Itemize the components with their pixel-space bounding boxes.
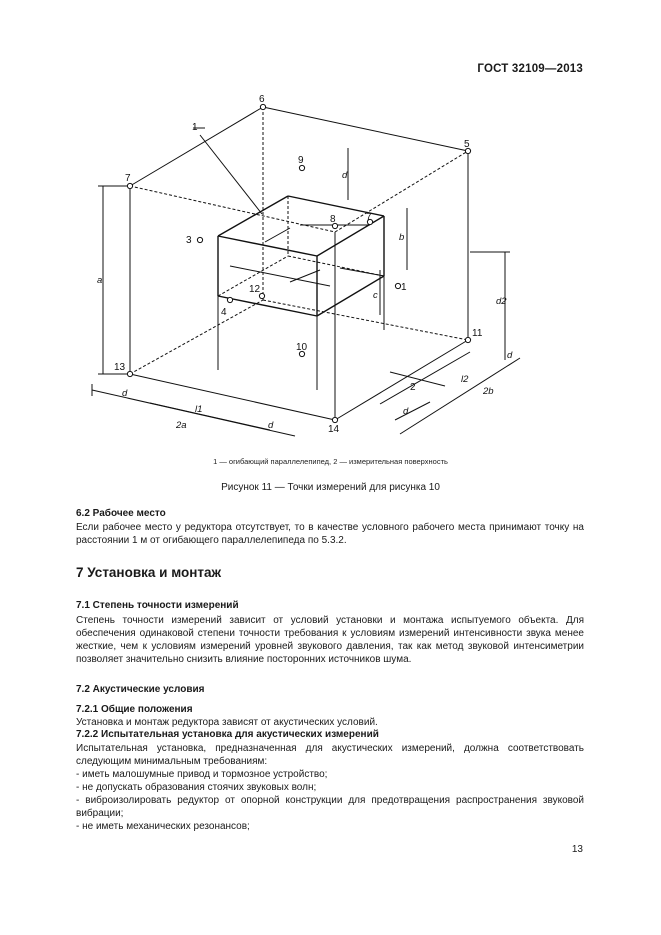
point-label-2: 2: [410, 382, 416, 393]
section-7-2-1-title: 7.2.1 Общие положения: [76, 704, 193, 715]
point-label-11: 11: [472, 328, 483, 339]
section-7-2-2-title: 7.2.2 Испытательная установка для акустических измерений: [76, 729, 379, 740]
dim-l1: l1: [195, 404, 203, 415]
dim-2b: 2b: [483, 386, 494, 397]
point-label-1b: 1: [401, 282, 407, 293]
dim-d-bottom-right: d: [403, 406, 409, 417]
point-label-5: 5: [464, 139, 470, 150]
dim-a: a: [97, 275, 103, 286]
point-label-9: 9: [298, 155, 304, 166]
measurement-points-figure: [0, 0, 661, 460]
section-7-title: 7 Установка и монтаж: [76, 565, 222, 580]
figure-legend: 1 — огибающий параллелепипед, 2 — измерительная поверхность: [213, 457, 448, 466]
point-label-7b: 7: [366, 212, 372, 223]
section-7-1-paragraph: Степень точности измерений зависит от условий установки и монтажа испытуемого объекта. Для обеспечения одинаковой степени точности требования к условиям измерений интенсивности звука менее жесткие, чем к условиям измерений уровней звукового давления, так как метод звуковой интенсиметрии позволяет значительно снизить влияние посторонних источников шума.: [76, 615, 584, 665]
dim-l2: l2: [461, 374, 469, 385]
point-label-8: 8: [330, 214, 336, 225]
dim-b: b: [399, 232, 405, 243]
dim-c: c: [373, 290, 378, 301]
point-label-4: 4: [221, 307, 227, 318]
requirement-item-3: - виброизолировать редуктор от опорной конструкции для предотвращения распространения звуковой вибрации;: [76, 795, 584, 819]
point-label-10: 10: [296, 342, 308, 353]
dim-d-right: d: [507, 350, 513, 361]
point-label-13: 13: [114, 362, 126, 373]
requirement-item-2: - не допускать образования стоячих звуковых волн;: [76, 782, 317, 793]
section-7-1-title: 7.1 Степень точности измерений: [76, 600, 239, 611]
section-6-2-title: 6.2 Рабочее место: [76, 508, 166, 519]
page-number: 13: [571, 844, 583, 855]
point-label-7: 7: [125, 173, 131, 184]
point-label-12: 12: [249, 284, 261, 295]
requirement-item-4: - не иметь механических резонансов;: [76, 821, 250, 832]
section-6-2-paragraph: Если рабочее место у редуктора отсутствует, то в качестве условного рабочего места принимают точку на расстоянии 1 м от огибающего параллелепипеда по 5.3.2.: [76, 522, 584, 546]
dim-d2: d2: [496, 296, 507, 307]
standard-header: ГОСТ 32109—2013: [477, 63, 583, 75]
dim-d-top: d: [342, 170, 348, 181]
point-label-3: 3: [186, 235, 192, 246]
section-7-2-2-paragraph: Испытательная установка, предназначенная для акустических измерений, должна соответствовать следующим минимальным требованиям:: [76, 743, 584, 767]
dim-e: d: [122, 388, 128, 399]
figure-caption: Рисунок 11 — Точки измерений для рисунка 10: [221, 482, 440, 493]
point-label-6: 6: [259, 94, 265, 105]
dim-2a: 2a: [176, 420, 187, 431]
section-7-2-title: 7.2 Акустические условия: [76, 684, 205, 695]
section-7-2-1-paragraph: Установка и монтаж редуктора зависят от акустических условий.: [76, 717, 378, 728]
requirement-item-1: - иметь малошумные привод и тормозное устройство;: [76, 769, 328, 780]
point-label-1: 1: [192, 122, 198, 133]
point-label-14: 14: [328, 424, 340, 435]
dim-d-bottom: d: [268, 420, 274, 431]
